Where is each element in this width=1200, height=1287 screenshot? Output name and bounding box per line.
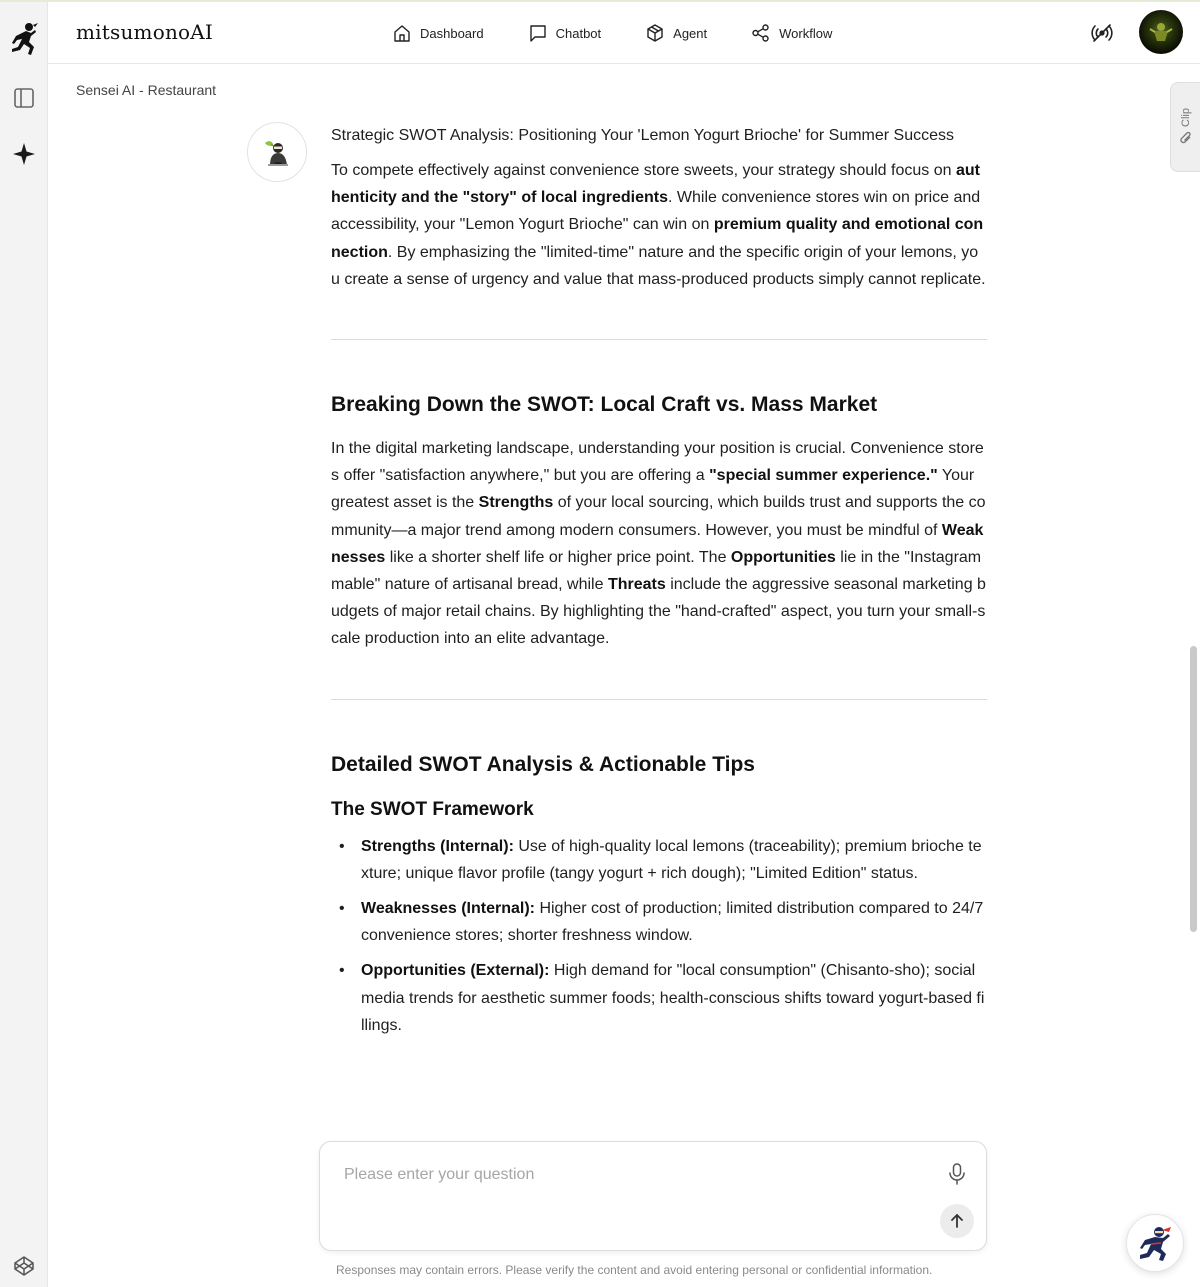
intro-text-2: . While convenience stores win on price and accessibility, your "Lemon Yogurt Brioche" can win on bbox=[331, 189, 981, 234]
list-item-text: Use of high-quality local lemons (traceability); premium brioche texture; unique flavor profile (tangy yogurt + rich dough); "Limited Edition" status. bbox=[361, 837, 982, 882]
intro-paragraph bbox=[331, 157, 987, 293]
home-icon bbox=[392, 23, 412, 43]
section-heading-breakdown: Breaking Down the SWOT: Local Craft vs. Mass Market bbox=[331, 393, 878, 417]
intro-bold-1: authenticity and the "story" of local ingredients bbox=[331, 162, 980, 207]
ninja-logo-icon[interactable] bbox=[9, 22, 39, 56]
microphone-icon[interactable] bbox=[946, 1162, 968, 1186]
ninja-mascot-icon bbox=[1135, 1223, 1175, 1263]
divider bbox=[331, 339, 987, 340]
broadcast-icon[interactable] bbox=[1090, 21, 1114, 45]
scrollbar-thumb[interactable] bbox=[1190, 646, 1197, 932]
list-item-label: Opportunities (External): bbox=[361, 962, 550, 980]
assistant-fab-button[interactable] bbox=[1126, 1214, 1184, 1272]
breakdown-bold-2: Strengths bbox=[478, 494, 554, 512]
breakdown-text-2: Your greatest asset is the bbox=[331, 467, 975, 512]
breakdown-text-3: of your local sourcing, which builds trust and supports the community—a major trend among modern consumers. However, you must be mindful of bbox=[331, 494, 986, 539]
brand-name[interactable]: mitsumonoAI bbox=[76, 20, 214, 44]
bot-avatar bbox=[247, 122, 307, 182]
list-item-text: Higher cost of production; limited distribution compared to 24/7 convenience stores; shorter freshness window. bbox=[361, 900, 984, 945]
nav-agent[interactable] bbox=[645, 23, 707, 43]
section-heading-detailed: Detailed SWOT Analysis & Actionable Tips bbox=[331, 752, 755, 776]
chat-bubble-icon bbox=[528, 23, 548, 43]
list-item bbox=[361, 895, 987, 949]
nav-dashboard-label: Dashboard bbox=[420, 25, 484, 41]
question-input-box bbox=[319, 1141, 987, 1251]
breakdown-bold-1: "special summer experience." bbox=[709, 467, 938, 485]
swot-list bbox=[331, 833, 987, 1039]
message-title: Strategic SWOT Analysis: Positioning Your 'Lemon Yogurt Brioche' for Summer Success bbox=[331, 127, 955, 144]
sidebar-toggle-icon[interactable] bbox=[12, 86, 36, 110]
top-header bbox=[48, 2, 1200, 64]
subheading-swot-framework: The SWOT Framework bbox=[331, 798, 534, 820]
question-input[interactable] bbox=[344, 1162, 924, 1188]
nav-workflow-label: Workflow bbox=[779, 25, 833, 41]
breakdown-text-6: include the aggressive seasonal marketing budgets of major retail chains. By highlighting the "hand-crafted" aspect, you turn your small-scale production into an elite advantage. bbox=[331, 576, 986, 648]
intro-text-3: . By emphasizing the "limited-time" nature and the specific origin of your lemons, you create a sense of urgency and value that mass-produced products simply cannot replicate. bbox=[331, 243, 986, 288]
list-item bbox=[361, 957, 987, 1039]
breakdown-text-5: lie in the "Instagrammable" nature of artisanal bread, while bbox=[331, 548, 982, 594]
nav-chatbot[interactable] bbox=[528, 23, 602, 43]
breadcrumb[interactable]: Sensei AI - Restaurant bbox=[76, 82, 217, 98]
list-item-label: Weaknesses (Internal): bbox=[361, 900, 535, 918]
nav-dashboard[interactable] bbox=[392, 23, 484, 43]
sparkle-icon[interactable] bbox=[12, 142, 36, 166]
nav-workflow[interactable] bbox=[751, 23, 832, 43]
codepen-icon[interactable] bbox=[12, 1254, 36, 1278]
avatar-figure-icon bbox=[1148, 19, 1174, 45]
list-item-text: High demand for "local consumption" (Chisanto-sho); social media trends for aesthetic summer foods; health-conscious shifts toward yogurt-based fillings. bbox=[361, 962, 985, 1034]
send-button[interactable] bbox=[940, 1204, 974, 1238]
user-avatar[interactable] bbox=[1139, 10, 1183, 54]
breakdown-text-4: like a shorter shelf life or higher price point. The bbox=[385, 548, 731, 566]
arrow-up-icon bbox=[949, 1213, 965, 1229]
assistant-message bbox=[331, 122, 987, 1047]
breakdown-text-1: In the digital marketing landscape, understanding your position is crucial. Convenience stores offer "satisfaction anywhere," but you are offering a bbox=[331, 440, 984, 485]
breakdown-paragraph bbox=[331, 435, 987, 653]
nav-agent-label: Agent bbox=[673, 25, 708, 41]
intro-bold-2: premium quality and emotional connection bbox=[331, 216, 984, 261]
share-nodes-icon bbox=[751, 23, 771, 43]
breakdown-bold-4: Opportunities bbox=[730, 548, 836, 566]
cube-icon bbox=[645, 23, 665, 43]
clip-label: Clip bbox=[1179, 107, 1192, 127]
nav-chatbot-label: Chatbot bbox=[555, 25, 602, 41]
breakdown-bold-5: Threats bbox=[607, 576, 666, 594]
intro-text-1: To compete effectively against convenience store sweets, your strategy should focus on bbox=[331, 162, 956, 179]
scrollbar-track[interactable] bbox=[1188, 64, 1200, 1134]
disclaimer-text: Responses may contain errors. Please verify the content and avoid entering personal or confidential information. bbox=[336, 1263, 933, 1277]
sensei-ninja-icon bbox=[260, 135, 294, 169]
breakdown-bold-3: Weaknesses bbox=[331, 521, 984, 566]
list-item-label: Strengths (Internal): bbox=[361, 837, 514, 855]
list-item bbox=[361, 833, 987, 887]
divider bbox=[331, 699, 987, 700]
main-nav bbox=[392, 2, 876, 64]
left-rail bbox=[0, 2, 48, 1287]
